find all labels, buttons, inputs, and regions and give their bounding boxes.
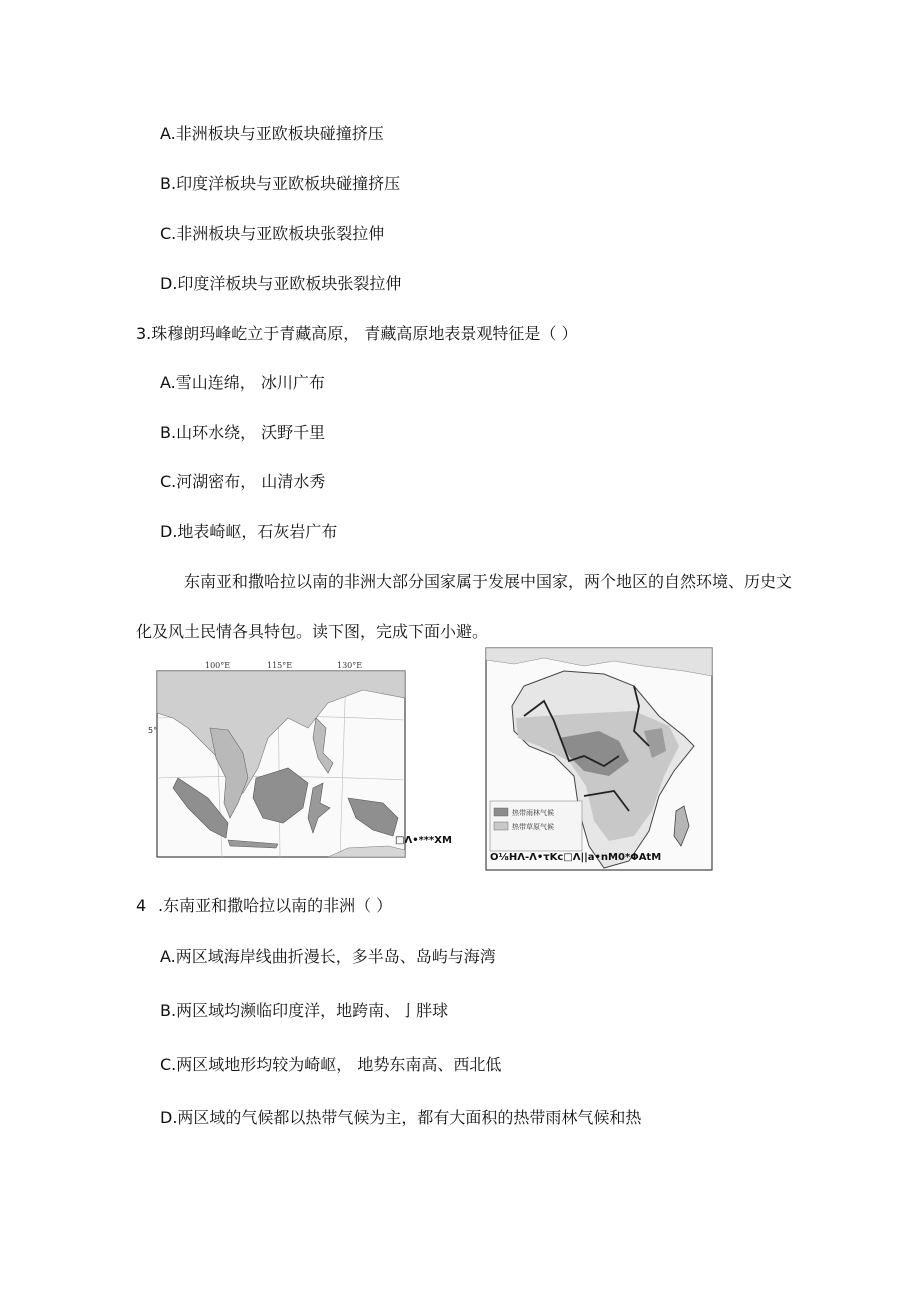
q4-option-d: D.两区域的气候都以热带气候为主，都有大面积的热带雨林气候和热	[160, 1108, 642, 1127]
lon-label-115: 115°E	[267, 661, 293, 670]
q4-option-b: B.两区域均濒临印度洋，地跨南、亅胖球	[160, 1001, 449, 1020]
lat-label: 5°	[148, 726, 158, 735]
lon-label-130: 130°E	[337, 661, 363, 670]
intro-line-1: 东南亚和撒哈拉以南的非洲大部分国家属于发展中国家，两个地区的自然环境、历史文	[184, 572, 793, 591]
q4-stem: .东南亚和撒哈拉以南的非洲（ ）	[158, 896, 393, 915]
q4-option-c: C.两区域地形均较为崎岖， 地势东南高、西北低	[160, 1055, 502, 1074]
right-map-caption: O⅛HΛ-Λ•τKc□Λ||a•nM0*ΦAtM	[490, 852, 662, 863]
q3-option-d: D.地表崎岖，石灰岩广布	[160, 522, 338, 541]
legend-savanna: 热带草原气候	[512, 823, 554, 831]
lon-label-100: 100°E	[205, 661, 231, 670]
southeast-asia-map	[148, 658, 452, 858]
africa-map-image	[484, 646, 716, 874]
legend-rainforest: 热带雨林气候	[512, 809, 554, 817]
q3-option-b: B.山环水绕， 沃野千里	[160, 423, 326, 442]
southeast-asia-map-image	[148, 658, 448, 858]
q2-option-a: A.非洲板块与亚欧板块碰撞挤压	[160, 124, 384, 143]
left-map-caption: □Λ•***XM	[395, 835, 452, 846]
q3-option-a: A.雪山连绵， 冰川广布	[160, 373, 325, 392]
q2-option-c: C.非洲板块与亚欧板块张裂拉伸	[160, 224, 385, 243]
q4-option-a: A.两区域海岸线曲折漫长，多半岛、岛屿与海湾	[160, 947, 496, 966]
intro-line-2: 化及风土民情各具特包。读下图，完成下面小避。	[136, 622, 489, 641]
q3-option-c: C.河湖密布， 山清水秀	[160, 472, 326, 491]
q4-number: 4	[136, 896, 147, 915]
q2-option-b: B.印度洋板块与亚欧板块碰撞挤压	[160, 174, 401, 193]
africa-map	[484, 646, 716, 874]
q3-stem: 3.珠穆朗玛峰屹立于青藏高原， 青藏高原地表景观特征是（ ）	[136, 324, 578, 343]
q2-option-d: D.印度洋板块与亚欧板块张裂拉伸	[160, 274, 402, 293]
